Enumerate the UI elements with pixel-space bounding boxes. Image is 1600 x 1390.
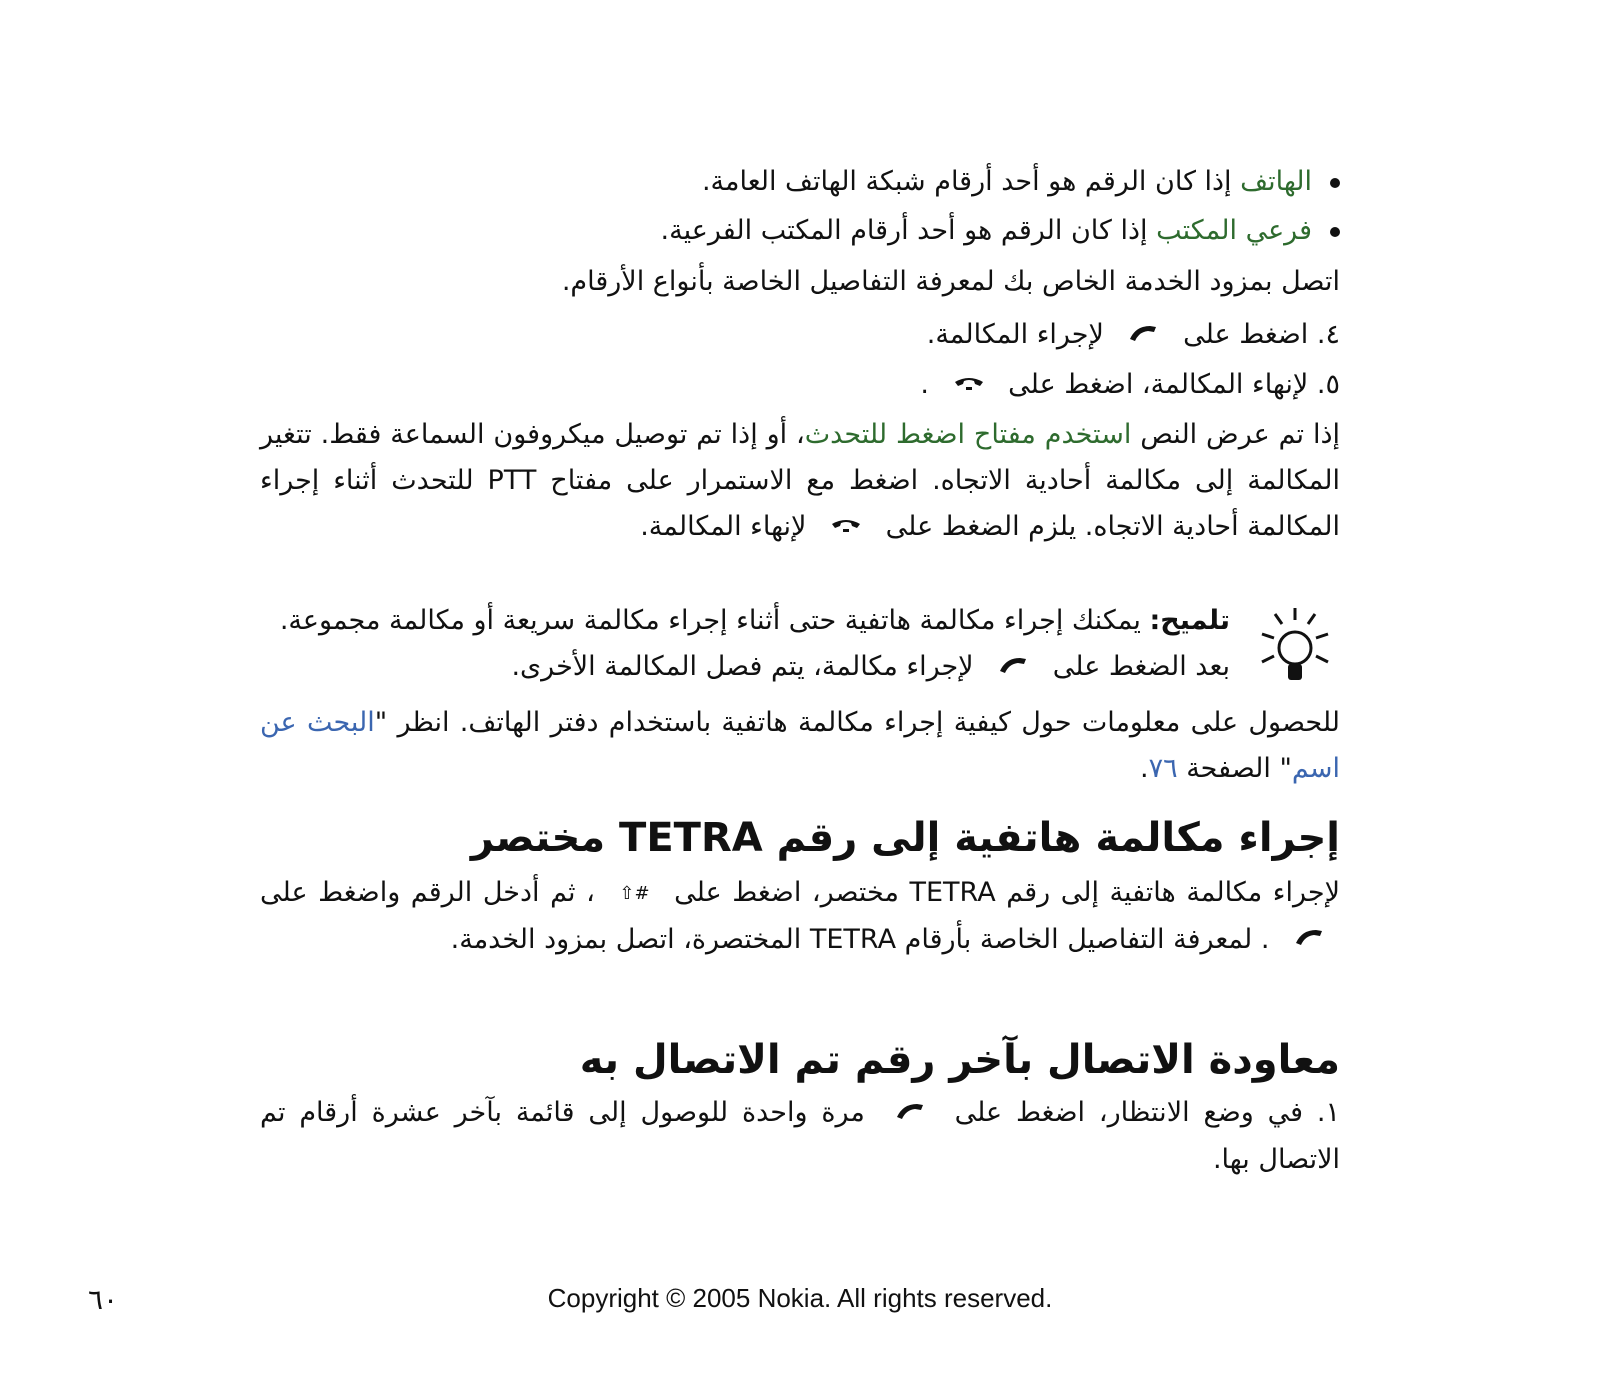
lightbulb-icon xyxy=(1250,604,1340,684)
tip-label: تلميح: xyxy=(1149,605,1230,636)
step-number: ٤. xyxy=(1316,319,1340,350)
info-paragraph xyxy=(260,700,1340,792)
hash-key-icon: #⇧ xyxy=(619,882,650,904)
section-heading: إجراء مكالمة هاتفية إلى رقم TETRA مختصر xyxy=(470,815,1340,861)
search-name-link[interactable]: البحث عن اسم xyxy=(260,707,1340,784)
end-call-key-icon xyxy=(829,505,863,551)
info-text: . xyxy=(1140,753,1149,784)
bullet-text: إذا كان الرقم هو أحد أرقام المكتب الفرعية. xyxy=(660,215,1148,246)
section-heading: معاودة الاتصال بآخر رقم تم الاتصال به xyxy=(579,1037,1340,1083)
section-text: . لمعرفة التفاصيل الخاصة بأرقام TETRA المختصرة، اتصل بمزود الخدمة. xyxy=(450,923,1270,955)
bullet-item xyxy=(702,162,1340,202)
step-text: اضغط على xyxy=(1183,319,1309,350)
speaker-text: ، أو إذا تم توصيل ميكروفون السماعة فقط. تتغير المكالمة إلى مكالمة أحادية الاتجاه. اضغط مع الاستمرار على مفتاح PTT للتحدث أثناء إجراء المكالمة أحادية الاتجاه. يلزم الضغط على xyxy=(260,419,1341,542)
call-key-icon xyxy=(1292,917,1326,963)
info-text: " الصفحة xyxy=(1177,753,1292,784)
tip-box xyxy=(260,598,1340,698)
step-text: لإنهاء المكالمة، اضغط على xyxy=(1008,369,1309,400)
tip-text xyxy=(260,598,1230,691)
bullet-item xyxy=(661,211,1340,251)
end-call-key-icon xyxy=(952,366,986,406)
ptt-prompt-text: استخدم مفتاح اضغط للتحدث xyxy=(804,419,1132,450)
bullet-dot xyxy=(1330,178,1340,188)
contact-line: اتصل بمزود الخدمة الخاص بك لمعرفة التفاصيل الخاصة بأنواع الأرقام. xyxy=(561,266,1340,297)
bullet-text: إذا كان الرقم هو أحد أرقام شبكة الهاتف العامة. xyxy=(701,166,1232,197)
page-number: ٦٠ xyxy=(88,1283,119,1316)
bullet-term: فرعي المكتب xyxy=(1156,215,1312,246)
speaker-paragraph xyxy=(260,412,1340,551)
step-text: . xyxy=(920,369,929,400)
copyright-footer: Copyright © 2005 Nokia. All rights reserved. xyxy=(547,1283,1053,1313)
bullet-dot xyxy=(1330,227,1340,237)
step-5 xyxy=(920,365,1340,406)
info-text: للحصول على معلومات حول كيفية إجراء مكالمة هاتفية باستخدام دفتر الهاتف. انظر " xyxy=(374,707,1340,738)
section-text: مرة واحدة للوصول إلى قائمة بآخر عشرة أرقام تم الاتصال بها. xyxy=(260,1097,1340,1175)
speaker-text: لإنهاء المكالمة. xyxy=(640,511,807,542)
step-number: ٥. xyxy=(1316,369,1340,400)
step-4 xyxy=(927,315,1340,356)
speaker-text: إذا تم عرض النص xyxy=(1131,419,1340,450)
call-key-icon xyxy=(1126,316,1160,356)
section-paragraph xyxy=(260,870,1340,963)
bullet-term: الهاتف xyxy=(1240,166,1312,197)
step-text: لإجراء المكالمة. xyxy=(926,319,1104,350)
tip-body: لإجراء مكالمة، يتم فصل المكالمة الأخرى. xyxy=(511,651,974,682)
page-ref-link[interactable]: ٧٦ xyxy=(1148,753,1178,784)
call-key-icon xyxy=(893,1091,927,1137)
section-paragraph xyxy=(260,1090,1340,1183)
section-text: لإجراء مكالمة هاتفية إلى رقم TETRA مختصر، اضغط على xyxy=(674,877,1340,908)
section-text: ، ثم أدخل الرقم واضغط على xyxy=(260,877,595,908)
call-key-icon xyxy=(996,645,1030,691)
tip-body: يمكنك إجراء مكالمة هاتفية حتى أثناء إجراء مكالمة سريعة أو مكالمة مجموعة. بعد الضغط على xyxy=(279,605,1230,682)
section-text: ١. في وضع الانتظار، اضغط على xyxy=(954,1097,1340,1128)
